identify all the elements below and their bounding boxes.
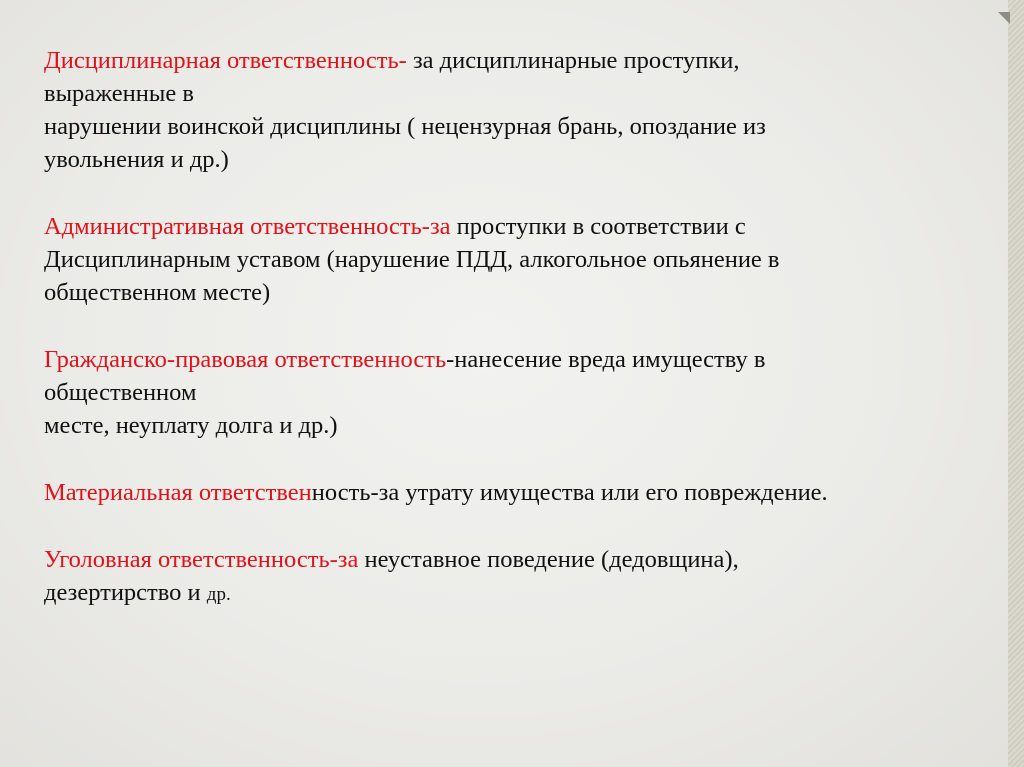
decorative-side-strip — [1008, 0, 1024, 767]
spacer — [44, 176, 944, 210]
slide-content — [44, 44, 944, 611]
term-disciplinary: Дисциплинарная ответственность- — [44, 47, 407, 74]
spacer — [44, 509, 944, 543]
text-line: -нанесение вреда имуществу в — [446, 346, 766, 373]
term-administrative: Административная ответственность-за — [44, 213, 451, 240]
term-material: Материальная ответствен — [44, 479, 312, 506]
text-line: нарушении воинской дисциплины ( нецензурная брань, опоздание из — [44, 113, 766, 140]
text-line: общественном — [44, 379, 197, 406]
play-triangle-icon — [996, 10, 1012, 26]
text-line: за дисциплинарные проступки, — [406, 47, 740, 74]
text-tail: др. — [206, 584, 231, 605]
text-line: проступки в соответствии с — [450, 213, 746, 240]
text-line: дезертирство и — [44, 579, 207, 606]
text-line: выраженные в — [44, 80, 194, 107]
text-line: Дисциплинарным уставом (нарушение ПДД, алкогольное опьянение в — [44, 246, 780, 273]
text-line: ность-за утрату имущества или его повреждение. — [311, 479, 828, 506]
term-criminal: Уголовная ответственность-за — [44, 546, 359, 573]
text-line: общественном месте) — [44, 279, 271, 306]
spacer — [44, 442, 944, 476]
term-civil: Гражданско-правовая ответственность — [44, 346, 447, 373]
paragraph-material — [44, 476, 944, 509]
paragraph-administrative — [44, 210, 944, 309]
paragraph-criminal — [44, 543, 944, 611]
paragraph-civil — [44, 343, 944, 442]
text-line: месте, неуплату долга и др.) — [44, 412, 338, 439]
paragraph-disciplinary — [44, 44, 944, 176]
text-line: неуставное поведение (дедовщина), — [358, 546, 739, 573]
spacer — [44, 309, 944, 343]
text-line: увольнения и др.) — [44, 146, 229, 173]
